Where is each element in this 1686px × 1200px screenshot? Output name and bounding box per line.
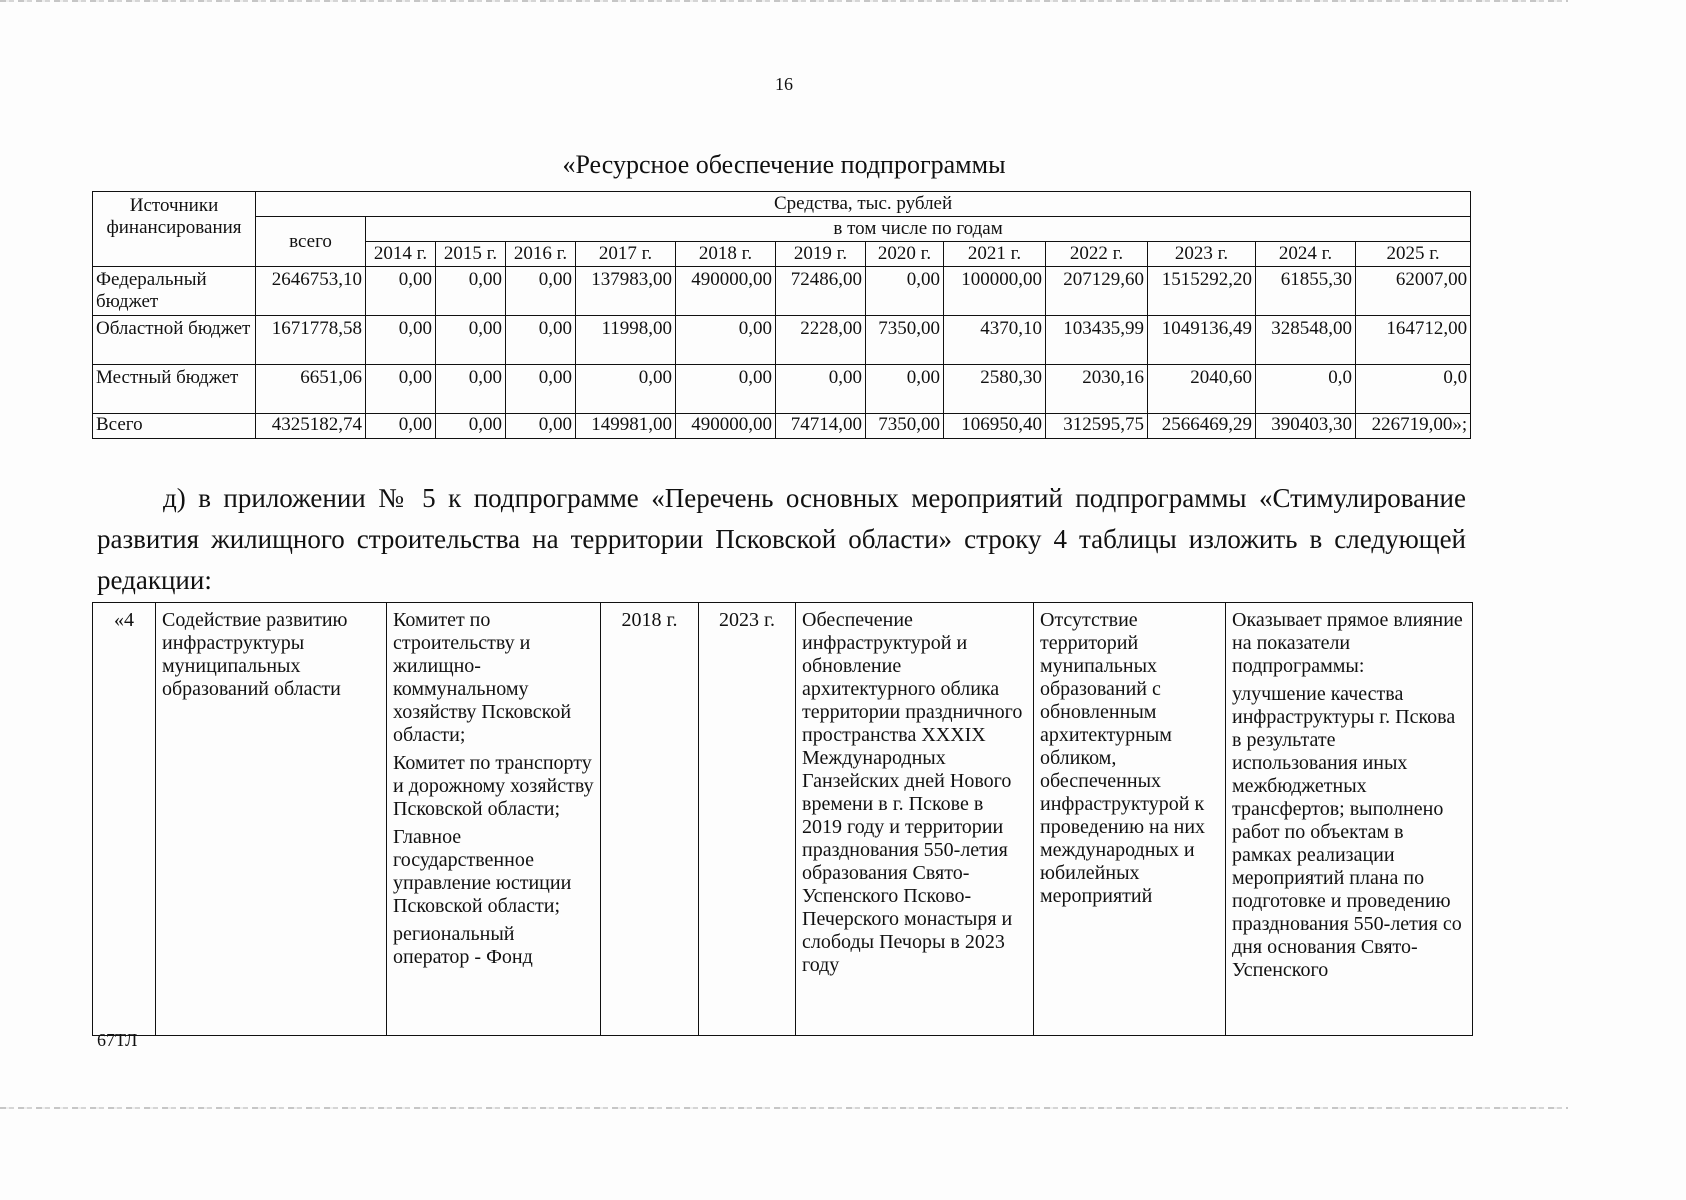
value-cell: 0,00: [676, 316, 776, 365]
measures-table: [92, 602, 1473, 1036]
value-cell: 0,00: [506, 316, 576, 365]
value-cell: 0,00: [506, 267, 576, 316]
value-cell: 0,00: [436, 414, 506, 439]
total-cell: 6651,06: [256, 365, 366, 414]
measure-name: Содействие развитию инфраструктуры муниципальных образований области: [156, 603, 387, 1036]
page-number: 16: [775, 74, 793, 94]
value-cell: 164712,00: [1356, 316, 1471, 365]
value-cell: 62007,00: [1356, 267, 1471, 316]
value-cell: 72486,00: [776, 267, 866, 316]
value-cell: 2030,16: [1046, 365, 1148, 414]
value-cell: 2566469,29: [1148, 414, 1256, 439]
table-title: «Ресурсное обеспечение подпрограммы: [562, 150, 1006, 179]
value-cell: 226719,00»;: [1356, 414, 1471, 439]
value-cell: 0,0: [1356, 365, 1471, 414]
header-year: 2024 г.: [1256, 242, 1356, 267]
value-cell: 74714,00: [776, 414, 866, 439]
value-cell: 137983,00: [576, 267, 676, 316]
header-year: 2025 г.: [1356, 242, 1471, 267]
total-cell: 4325182,74: [256, 414, 366, 439]
header-year: 2017 г.: [576, 242, 676, 267]
total-cell: 1671778,58: [256, 316, 366, 365]
total-cell: 2646753,10: [256, 267, 366, 316]
value-cell: 207129,60: [1046, 267, 1148, 316]
value-cell: 2040,60: [1148, 365, 1256, 414]
resources-row: [93, 316, 1471, 365]
resources-row: [93, 365, 1471, 414]
value-cell: 2580,30: [944, 365, 1046, 414]
measure-consequences: Отсутствие территорий мунипальных образований с обновленным архитектурным обликом, обеспеченных инфраструктурой к проведению на них международных и юбилейных мероприятий: [1034, 603, 1226, 1036]
measure-indicators: [1226, 603, 1473, 1036]
measure-end-year: 2023 г.: [699, 603, 796, 1036]
value-cell: 11998,00: [576, 316, 676, 365]
footer-code: 67ТЛ: [97, 1030, 138, 1050]
value-cell: 103435,99: [1046, 316, 1148, 365]
measures-row: [93, 603, 1473, 1036]
value-cell: 4370,10: [944, 316, 1046, 365]
value-cell: 7350,00: [866, 414, 944, 439]
value-cell: 312595,75: [1046, 414, 1148, 439]
value-cell: 0,00: [776, 365, 866, 414]
value-cell: 1049136,49: [1148, 316, 1256, 365]
scan-edge-bottom: [0, 1107, 1568, 1109]
value-cell: 0,00: [366, 267, 436, 316]
executor-item: региональный оператор - Фонд: [393, 923, 533, 968]
resources-table-body: [93, 267, 1471, 439]
value-cell: 0,00: [366, 316, 436, 365]
executor-item: Комитет по строительству и жилищно-коммунальному хозяйству Псковской области;: [393, 609, 572, 746]
header-sources: Источники финансирования: [93, 192, 256, 267]
source-cell: Федеральный бюджет: [93, 267, 256, 316]
value-cell: 0,00: [436, 365, 506, 414]
header-year: 2022 г.: [1046, 242, 1148, 267]
header-year: 2018 г.: [676, 242, 776, 267]
resources-table: [92, 191, 1471, 439]
value-cell: 490000,00: [676, 414, 776, 439]
value-cell: 7350,00: [866, 316, 944, 365]
header-year: 2014 г.: [366, 242, 436, 267]
source-cell: Всего: [93, 414, 256, 439]
header-year: 2016 г.: [506, 242, 576, 267]
header-year: 2023 г.: [1148, 242, 1256, 267]
value-cell: 0,00: [366, 365, 436, 414]
indicator-item: улучшение качества инфраструктуры г. Пскова в результате использования иных межбюджетных трансфертов; выполнено работ по объектам в рамках реализации мероприятий плана по подготовке и проведению празднования 550-летия со дня основания Свято-Успенского: [1232, 683, 1462, 981]
value-cell: 0,00: [576, 365, 676, 414]
executor-item: Главное государственное управление юстиции Псковской области;: [393, 826, 572, 917]
value-cell: 106950,40: [944, 414, 1046, 439]
measure-executors: [387, 603, 601, 1036]
indicator-item: Оказывает прямое влияние на показатели подпрограммы:: [1232, 609, 1463, 677]
source-cell: Областной бюджет: [93, 316, 256, 365]
value-cell: 1515292,20: [1148, 267, 1256, 316]
value-cell: 0,00: [866, 365, 944, 414]
header-funds: Средства, тыс. рублей: [256, 192, 1471, 217]
header-by-years: в том числе по годам: [366, 217, 1471, 242]
measure-start-year: 2018 г.: [601, 603, 699, 1036]
source-cell: Местный бюджет: [93, 365, 256, 414]
header-total: всего: [256, 217, 366, 267]
executor-item: Комитет по транспорту и дорожному хозяйству Псковской области;: [393, 752, 594, 820]
value-cell: 0,0: [1256, 365, 1356, 414]
resources-row: [93, 267, 1471, 316]
value-cell: 0,00: [506, 365, 576, 414]
header-year: 2019 г.: [776, 242, 866, 267]
value-cell: 61855,30: [1256, 267, 1356, 316]
value-cell: 0,00: [676, 365, 776, 414]
scan-edge-top: [0, 0, 1568, 2]
value-cell: 490000,00: [676, 267, 776, 316]
value-cell: 0,00: [436, 316, 506, 365]
value-cell: 0,00: [366, 414, 436, 439]
measure-expected-result: Обеспечение инфраструктурой и обновление архитектурного облика территории праздничного пространства XXXIX Международных Ганзейских дней Нового времени в г. Пскове в 2019 году и территории празднования 550-летия образования Свято-Успенского Псково-Печерского монастыря и слободы Печоры в 2023 году: [796, 603, 1034, 1036]
header-year: 2015 г.: [436, 242, 506, 267]
value-cell: 0,00: [436, 267, 506, 316]
value-cell: 100000,00: [944, 267, 1046, 316]
value-cell: 328548,00: [1256, 316, 1356, 365]
value-cell: 0,00: [506, 414, 576, 439]
measure-number: «4: [93, 603, 156, 1036]
amendment-paragraph: д) в приложении № 5 к подпрограмме «Перечень основных мероприятий подпрограммы «Стимулирование развития жилищного строительства на территории Псковской области» строку 4 таблицы изложить в следующей редакции:: [97, 483, 1466, 595]
header-year: 2020 г.: [866, 242, 944, 267]
value-cell: 149981,00: [576, 414, 676, 439]
value-cell: 390403,30: [1256, 414, 1356, 439]
header-year: 2021 г.: [944, 242, 1046, 267]
value-cell: 0,00: [866, 267, 944, 316]
value-cell: 2228,00: [776, 316, 866, 365]
resources-row: [93, 414, 1471, 439]
